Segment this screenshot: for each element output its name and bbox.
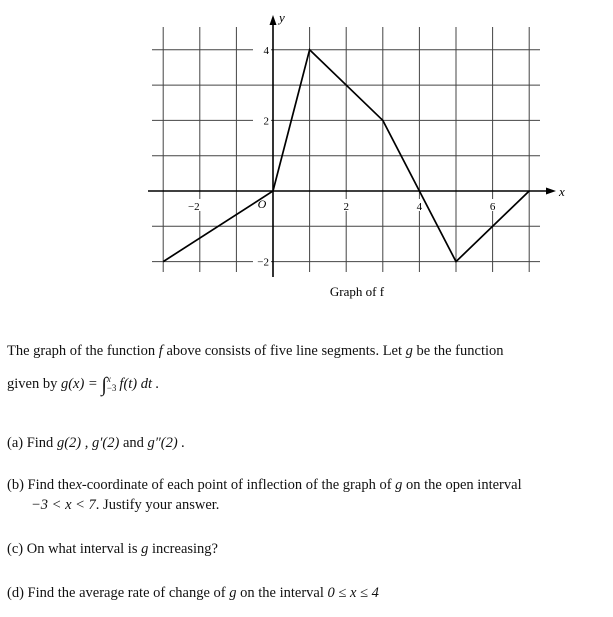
integral-limits (107, 375, 117, 393)
intro-g: g (405, 343, 413, 359)
integral-upper-limit: x (106, 373, 111, 384)
integral-lower-limit: −3 (106, 382, 117, 393)
y-tick-label: 4 (263, 44, 269, 57)
part-d-g: g (229, 585, 237, 601)
part-b-interval: −3 < x < 7 (31, 497, 96, 513)
g-definition-left: g(x) = (60, 376, 98, 392)
graph-caption: Graph of f (329, 284, 385, 299)
x-tick-label: 6 (489, 201, 496, 213)
grid-lines (152, 27, 540, 272)
x-tick-label: 4 (416, 201, 423, 213)
problem-intro (7, 341, 607, 361)
y-axis-arrow (270, 15, 277, 25)
part-a-label: (a) Find (7, 435, 54, 451)
integrand: f(t) dt . (119, 376, 160, 392)
part-a-math-1: g(2) , g′(2) (56, 435, 120, 451)
y-tick-label: −2 (257, 256, 269, 269)
x-axis-label: x (559, 184, 565, 199)
integral-sign: ∫ (101, 374, 107, 396)
part-c-text-1: (c) On what interval is (7, 541, 138, 557)
part-a-and: and (122, 435, 144, 451)
part-a (7, 433, 607, 453)
part-d-text-2: on the interval (240, 585, 324, 601)
part-b-text-1: (b) Find the (7, 477, 76, 493)
part-b-justify: . Justify your answer. (95, 497, 220, 513)
y-axis-label: y (279, 10, 285, 25)
x-tick-label: 2 (343, 201, 349, 213)
part-b-text-3: on the open interval (406, 477, 522, 493)
problem-definition (7, 372, 607, 394)
intro-f: f (158, 343, 163, 359)
part-c (7, 539, 607, 559)
intro-text-1: The graph of the function (7, 343, 156, 359)
part-b-line-2 (7, 495, 607, 515)
x-tick-label: −2 (187, 201, 200, 213)
intro-text-2: above consists of five line segments. Let (166, 343, 403, 359)
definition-text: given by (7, 376, 58, 392)
part-b-x: x (75, 477, 82, 493)
intro-text-3: be the function (416, 343, 504, 359)
part-d-interval: 0 ≤ x ≤ 4 (327, 585, 379, 601)
origin-label: O (257, 197, 267, 211)
part-b-text-2: -coordinate of each point of inflection of the graph of (81, 477, 392, 493)
x-axis-arrow (546, 188, 556, 195)
part-a-math-2: g″(2) . (147, 435, 185, 451)
y-tick-label: 2 (263, 115, 269, 128)
part-c-g: g (141, 541, 149, 557)
part-c-text-2: increasing? (151, 541, 218, 557)
part-b-g: g (395, 477, 403, 493)
part-b (7, 475, 607, 515)
part-d-text-1: (d) Find the average rate of change of (7, 585, 226, 601)
part-d (7, 583, 607, 603)
